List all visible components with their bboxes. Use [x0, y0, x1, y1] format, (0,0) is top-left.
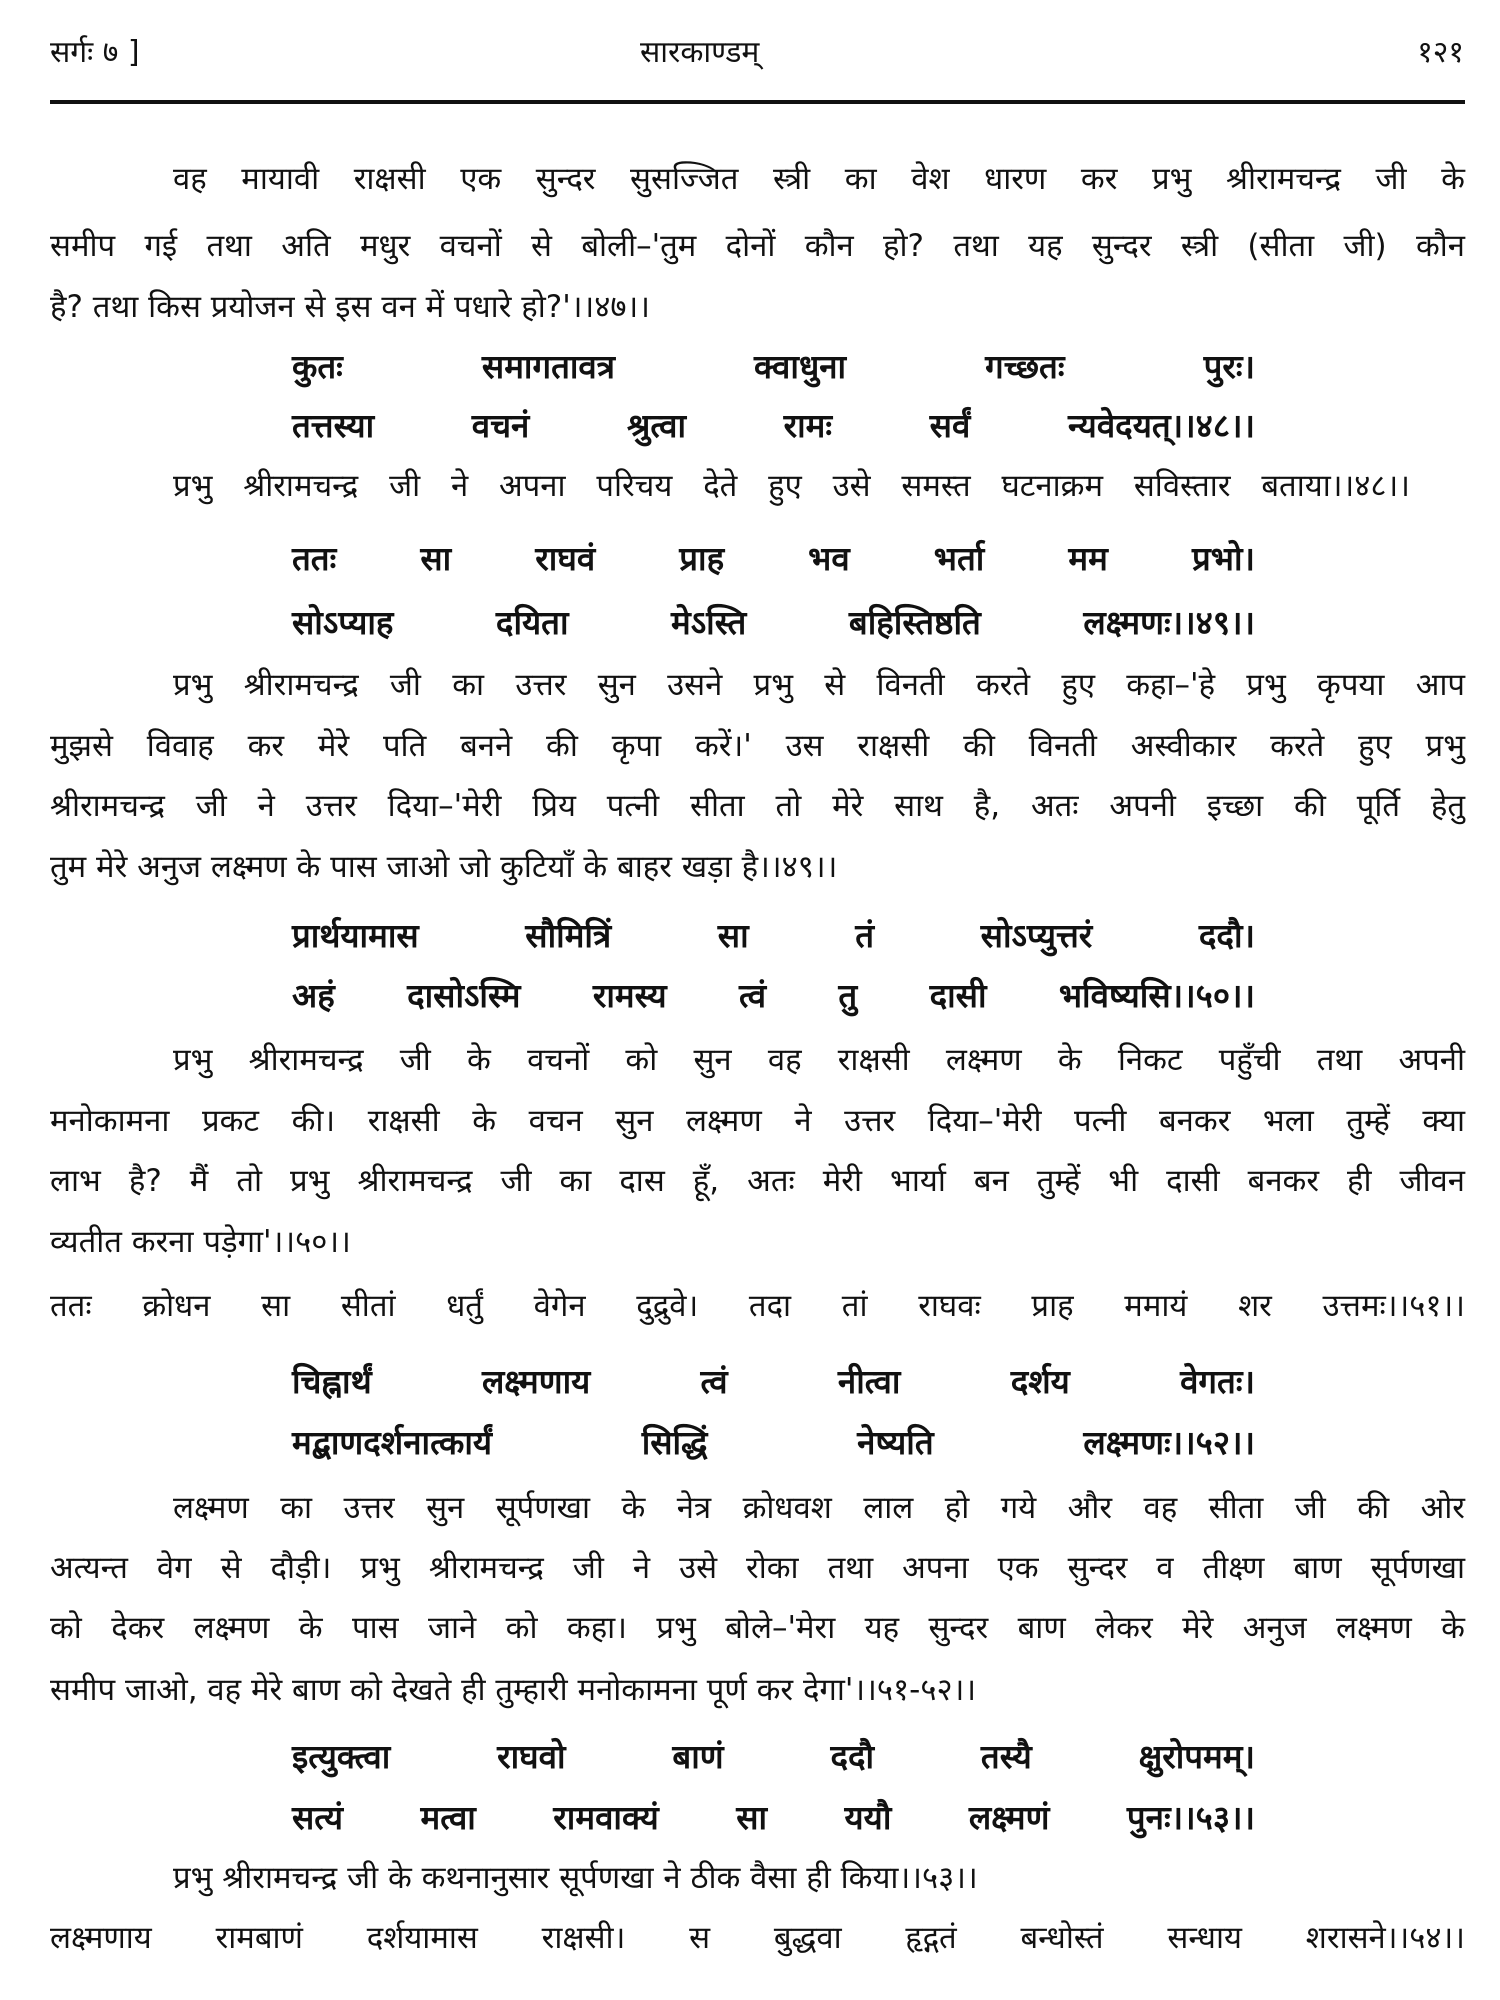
verse-line: सत्यं मत्वा रामवाक्यं सा ययौ लक्ष्मणं पुनः।।५३।।: [292, 1798, 1255, 1837]
verse-line: अहं दासोऽस्मि रामस्य त्वं तु दासी भविष्यसि।।५०।।: [292, 976, 1255, 1015]
text-line: अत्यन्त वेग से दौड़ी। प्रभु श्रीरामचन्द्र जी ने उसे रोका तथा अपना एक सुन्दर व तीक्ष्ण बाण सूर्पणखा: [50, 1550, 1465, 1586]
verse-line: ततः सा राघवं प्राह भव भर्ता मम प्रभो।: [292, 539, 1255, 578]
text-line: को देकर लक्ष्मण के पास जाने को कहा। प्रभु बोले–'मेरा यह सुन्दर बाण लेकर मेरे अनुज लक्ष्मण के: [50, 1610, 1465, 1646]
book-section-title: सारकाण्डम्: [640, 35, 760, 70]
text-line: समीप गई तथा अति मधुर वचनों से बोली–'तुम दोनों कौन हो? तथा यह सुन्दर स्त्री (सीता जी) कौन: [50, 228, 1465, 264]
text-line: प्रभु श्रीरामचन्द्र जी के वचनों को सुन वह राक्षसी लक्ष्मण के निकट पहुँची तथा अपनी: [173, 1042, 1465, 1078]
text-line: वह मायावी राक्षसी एक सुन्दर सुसज्जित स्त्री का वेश धारण कर प्रभु श्रीरामचन्द्र जी के: [173, 161, 1465, 197]
verse-line: मद्बाणदर्शनात्कार्यं सिद्धिं नेष्यति लक्ष्मणः।।५२।।: [292, 1423, 1255, 1462]
verse-line: कुतः समागतावत्र क्वाधुना गच्छतः पुरः।: [292, 347, 1255, 386]
verse-line: सोऽप्याह दयिता मेऽस्ति बहिस्तिष्ठति लक्ष्मणः।।४९।।: [292, 603, 1255, 642]
verse-line: तत्तस्या वचनं श्रुत्वा रामः सर्वं न्यवेदयत्।।४८।।: [292, 406, 1255, 445]
verse-line: चिह्नार्थं लक्ष्मणाय त्वं नीत्वा दर्शय वेगतः।: [292, 1362, 1255, 1401]
text-line: प्रभु श्रीरामचन्द्र जी के कथनानुसार सूर्पणखा ने ठीक वैसा ही किया।।५३।।: [173, 1860, 978, 1896]
text-line: लाभ है? मैं तो प्रभु श्रीरामचन्द्र जी का दास हूँ, अतः मेरी भार्या बन तुम्हें भी दासी बनकर ही जीवन: [50, 1163, 1465, 1199]
header-rule: [50, 100, 1465, 104]
text-line: श्रीरामचन्द्र जी ने उत्तर दिया–'मेरी प्रिय पत्नी सीता तो मेरे साथ है, अतः अपनी इच्छा की पूर्ति हेतु: [50, 788, 1465, 824]
text-line: समीप जाओ, वह मेरे बाण को देखते ही तुम्हारी मनोकामना पूर्ण कर देगा'।।५१-५२।।: [50, 1672, 977, 1708]
verse-line: प्रार्थयामास सौमित्रिं सा तं सोऽप्युत्तरं ददौ।: [292, 916, 1255, 955]
verse-line: इत्युक्त्वा राघवो बाणं ददौ तस्यै क्षुरोपमम्।: [292, 1737, 1255, 1776]
text-line: लक्ष्मणाय रामबाणं दर्शयामास राक्षसी। स बुद्धवा हृद्गतं बन्धोस्तं सन्धाय शरासने।।५४।।: [50, 1920, 1465, 1956]
text-line: मनोकामना प्रकट की। राक्षसी के वचन सुन लक्ष्मण ने उत्तर दिया–'मेरी पत्नी बनकर भला तुम्हें क्या: [50, 1103, 1465, 1139]
text-line: व्यतीत करना पड़ेगा'।।५०।।: [50, 1224, 351, 1260]
text-line: प्रभु श्रीरामचन्द्र जी का उत्तर सुन उसने प्रभु से विनती करते हुए कहा–'हे प्रभु कृपया आप: [173, 667, 1465, 703]
page-number: १२१: [1417, 35, 1464, 70]
text-line: मुझसे विवाह कर मेरे पति बनने की कृपा करें।' उस राक्षसी की विनती अस्वीकार करते हुए प्रभु: [50, 728, 1465, 764]
chapter-label: सर्गः ७ ]: [50, 35, 140, 70]
text-line: लक्ष्मण का उत्तर सुन सूर्पणखा के नेत्र क्रोधवश लाल हो गये और वह सीता जी की ओर: [173, 1490, 1465, 1526]
text-line: प्रभु श्रीरामचन्द्र जी ने अपना परिचय देते हुए उसे समस्त घटनाक्रम सविस्तार बताया।।४८।।: [173, 468, 1410, 504]
text-line: तुम मेरे अनुज लक्ष्मण के पास जाओ जो कुटियाँ के बाहर खड़ा है।।४९।।: [50, 849, 838, 885]
text-line: है? तथा किस प्रयोजन से इस वन में पधारे हो?'।।४७।।: [50, 289, 650, 325]
text-line: ततः क्रोधन सा सीतां धर्तुं वेगेन दुद्रुवे। तदा तां राघवः प्राह ममायं शर उत्तमः।।५१।।: [50, 1288, 1465, 1324]
